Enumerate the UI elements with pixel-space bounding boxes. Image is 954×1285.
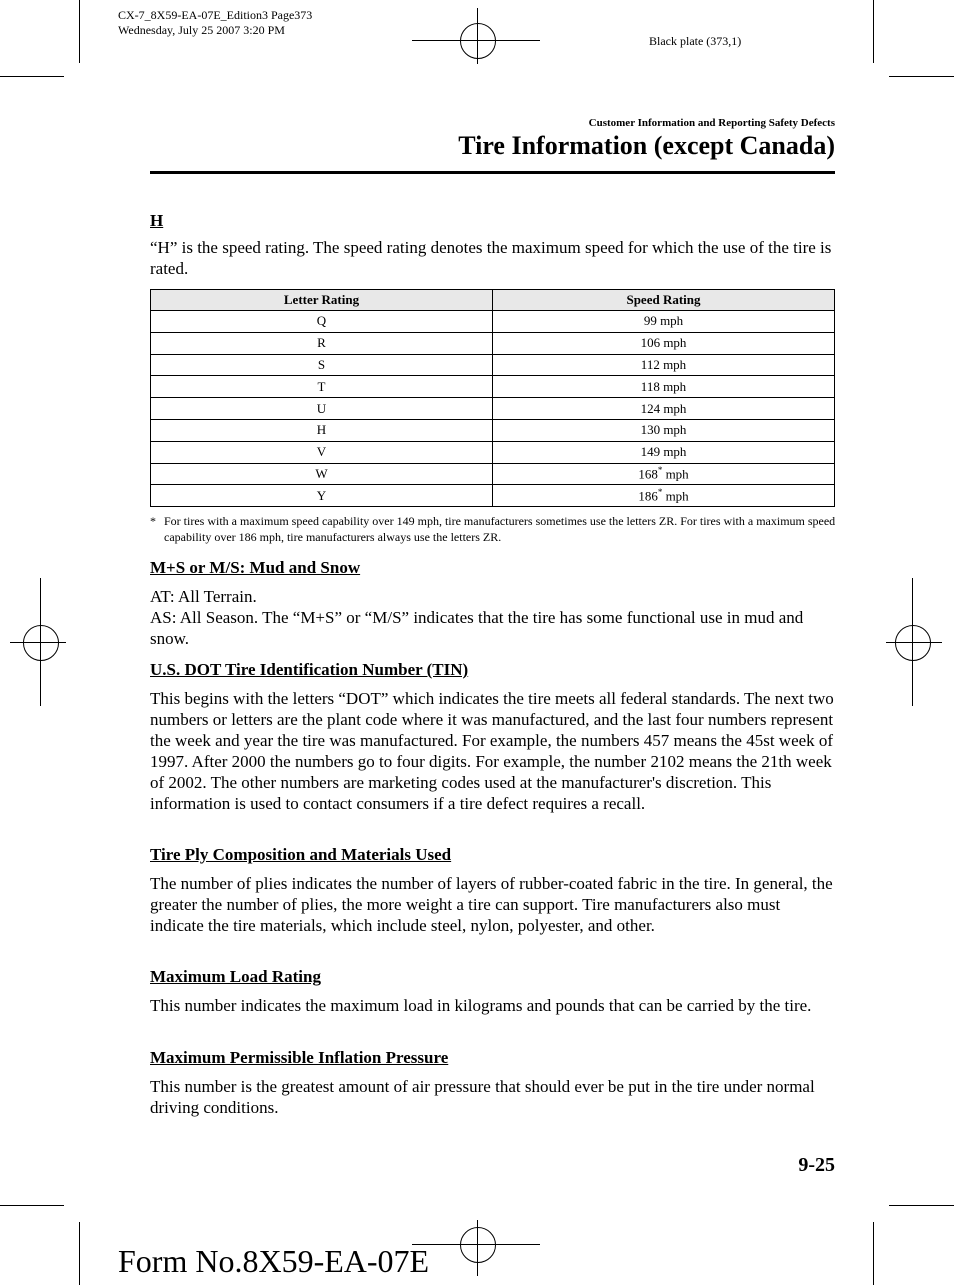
speed-rating-cell: [493, 419, 835, 441]
speed-rating-cell: [493, 376, 835, 398]
load-section: [150, 967, 836, 1016]
table-header-row: [151, 290, 835, 311]
letter-rating-cell: H: [151, 419, 493, 441]
form-number: Form No.8X59-EA-07E: [118, 1243, 430, 1279]
plate-label: Black plate (373,1): [649, 34, 742, 48]
letter-rating-cell: T: [151, 376, 493, 398]
table-row: [151, 419, 835, 441]
load-heading: Maximum Load Rating: [150, 967, 321, 986]
ply-heading: Tire Ply Composition and Materials Used: [150, 845, 452, 864]
table-row: [151, 463, 835, 485]
tin-heading: U.S. DOT Tire Identification Number (TIN): [150, 660, 469, 679]
speed-value: 106 mph: [640, 335, 687, 351]
speed-unit: mph: [662, 466, 689, 482]
table-row: [151, 485, 835, 507]
table-row: [151, 332, 835, 354]
table-footnote: [150, 513, 836, 545]
speed-value: 118 mph: [640, 378, 687, 394]
footnote-marker: *: [657, 487, 663, 498]
letter-rating-cell: V: [151, 441, 493, 463]
letter-rating-cell: W: [151, 463, 493, 485]
speed-rating-cell: [493, 441, 835, 463]
pressure-text: This number is the greatest amount of air pressure that should ever be put in the tire under normal driving conditions.: [150, 1077, 815, 1117]
speed-rating-cell: [493, 311, 835, 333]
speed-value: 130 mph: [640, 422, 687, 438]
ply-text: The number of plies indicates the number of layers of rubber-coated fabric in the tire. In general, the greater the number of plies, the more weight a tire can support. Tire manufacturers also must indicate the tire materials, which include steel, nylon, polyester, and other.: [150, 874, 833, 935]
file-name: CX-7_8X59-EA-07E_Edition3 Page373: [118, 8, 313, 22]
mud-snow-line2: AS: All Season. The “M+S” or “M/S” indicates that the tire has some functional use in mud and snow.: [150, 608, 804, 648]
column-header-speed: Speed Rating: [493, 290, 835, 311]
speed-rating-table: [150, 289, 835, 507]
speed-value: 186: [638, 488, 658, 504]
letter-rating-cell: U: [151, 398, 493, 420]
registration-target-icon: [895, 625, 931, 661]
tin-section: [150, 660, 836, 814]
registration-target-icon: [460, 23, 496, 59]
speed-rating-table-wrap: [150, 289, 836, 507]
speed-value: 124 mph: [640, 400, 687, 416]
h-text: “H” is the speed rating. The speed rating denotes the maximum speed for which the use of the tire is rated.: [150, 238, 832, 278]
mud-snow-line1: AT: All Terrain.: [150, 587, 257, 606]
tin-text: This begins with the letters “DOT” which indicates the tire meets all federal standards. The next two numbers or letters are the plant code where it was manufactured, and the last four numbers represent the week and year the tire was manufactured. For example, the numbers 457 means the 45st week of 1997. After 2000 the numbers go to four digits. For example, the number 2102 means the 21th week of 2002. The other numbers are marketing codes used at the manufacturer's discretion. This information is used to contact consumers if a tire defect requires a recall.: [150, 689, 834, 813]
mud-snow-heading: M+S or M/S: Mud and Snow: [150, 558, 361, 577]
speed-value: 112 mph: [640, 356, 687, 372]
page-number: 9-25: [798, 1154, 835, 1176]
pressure-section: [150, 1048, 836, 1118]
table-row: [151, 354, 835, 376]
letter-rating-cell: Q: [151, 311, 493, 333]
speed-rating-cell: [493, 485, 835, 507]
speed-rating-cell: [493, 354, 835, 376]
column-header-letter: Letter Rating: [151, 290, 493, 311]
footnote-text: For tires with a maximum speed capability over 149 mph, tire manufacturers sometimes use the letters ZR. For tires with a maximum speed capability over 186 mph, tire manufacturers always use the letters ZR.: [164, 514, 836, 544]
table-row: [151, 376, 835, 398]
footnote-mark: *: [150, 514, 156, 528]
pressure-heading: Maximum Permissible Inflation Pressure: [150, 1048, 449, 1067]
h-section: [150, 211, 836, 279]
table-row: [151, 398, 835, 420]
speed-value: 168: [638, 466, 658, 482]
letter-rating-cell: R: [151, 332, 493, 354]
mud-snow-section: [150, 558, 836, 649]
h-heading: H: [150, 211, 164, 230]
speed-unit: mph: [662, 488, 689, 504]
load-text: This number indicates the maximum load in kilograms and pounds that can be carried by the tire.: [150, 996, 812, 1015]
speed-value: 99 mph: [643, 313, 684, 329]
page-title: Tire Information (except Canada): [458, 131, 835, 160]
print-metadata: [118, 8, 312, 38]
ply-section: [150, 845, 836, 936]
letter-rating-cell: Y: [151, 485, 493, 507]
section-label: Customer Information and Reporting Safety Defects: [588, 117, 835, 129]
registration-target-icon: [23, 625, 59, 661]
print-date: Wednesday, July 25 2007 3:20 PM: [118, 23, 285, 37]
table-row: [151, 441, 835, 463]
speed-rating-cell: [493, 463, 835, 485]
registration-target-icon: [460, 1227, 496, 1263]
speed-rating-cell: [493, 332, 835, 354]
title-rule: [150, 171, 835, 174]
table-row: [151, 311, 835, 333]
speed-value: 149 mph: [640, 444, 687, 460]
letter-rating-cell: S: [151, 354, 493, 376]
speed-rating-cell: [493, 398, 835, 420]
footnote-marker: *: [657, 465, 663, 476]
